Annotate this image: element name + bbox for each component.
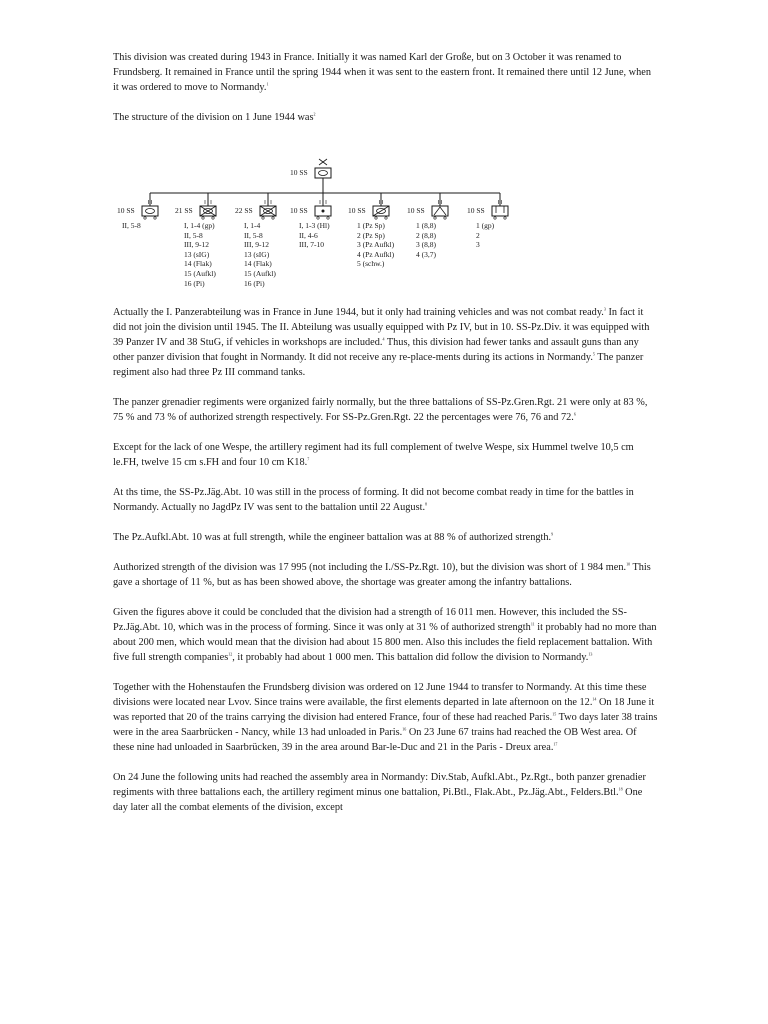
unit-label: 10 SS: [290, 206, 308, 215]
sub-unit-item: 16 (Pi): [184, 278, 205, 288]
body-text: [113, 305, 658, 815]
unit-label: 10 SS: [467, 206, 485, 215]
paragraph: Authorized strength of the division was 17 995 (not including the I./SS-Pz.Rgt. 10), but the division was short of 1 984 men.$^{10}$ This gave a shortage of 11 %, but as has been showed above, the shortage was greater among the infantry battalions.: [113, 561, 651, 588]
footnote-ref: 5: [592, 351, 595, 357]
flak-chevron-icon: [434, 207, 446, 215]
paragraph: The Pz.Aufkl.Abt. 10 was at full strength, while the engineer battalion was at 88 % of authorized strength.$^9$: [113, 531, 554, 543]
wheel-icon: [444, 217, 446, 219]
armor-oval-icon: [146, 209, 155, 214]
document-page: [113, 50, 658, 830]
sub-unit-item: 3 (Pz Aufkl): [357, 240, 395, 250]
unit-label: 10 SS: [348, 206, 366, 215]
unit-sub-list: [244, 221, 276, 288]
sub-unit-item: 2: [476, 230, 480, 240]
sub-unit-item: 16 (Pi): [244, 278, 265, 288]
org-chart: [113, 125, 658, 305]
wheel-icon: [317, 217, 319, 219]
paragraph: On 24 June the following units had reached the assembly area in Normandy: Div.Stab, Aufkl.Abt., Pz.Rgt., both panzer grenadier regiments with three battalions each, the artillery regiment minus one battalion, Pi.Btl., Flak.Abt., Pz.Jäg.Abt., Felders.Btl.$^{18}$ One day later all the combat elements of the division, except: [113, 772, 646, 813]
footnote-ref: 7: [307, 456, 310, 462]
sub-unit-item: 2 (8,8): [416, 230, 436, 240]
sub-unit-item: 1 (8,8): [416, 221, 436, 230]
wheel-icon: [434, 217, 436, 219]
unit-symbol: [142, 206, 158, 216]
footnote-ref: 4: [382, 336, 385, 342]
paragraph-structure: The structure of the division on 1 June 1944 was$^2$: [113, 111, 316, 123]
sub-unit-item: 1 (gp): [476, 221, 495, 230]
footnote-ref: 9: [551, 531, 554, 537]
sub-unit-item: 15 (Aufkl): [184, 268, 216, 278]
sub-unit-item: II, 5-8: [184, 230, 203, 240]
footnote-ref: 15: [552, 711, 557, 717]
wheel-icon: [212, 217, 214, 219]
unit-symbol: [492, 206, 508, 216]
artillery-dot-icon: [322, 210, 325, 213]
footnote-ref: 6: [573, 411, 576, 417]
footnote-ref: 14: [592, 696, 597, 702]
unit-sub-list: [184, 221, 216, 288]
wheel-icon: [202, 217, 204, 219]
sub-unit-item: 4 (Pz Aufkl): [357, 249, 395, 259]
sub-unit-item: 14 (Flak): [184, 259, 212, 269]
unit-sub-list: [416, 221, 436, 259]
sub-unit-item: I, 1-3 (Hl): [299, 221, 330, 230]
org-top-label: 10 SS: [290, 168, 308, 177]
sub-unit-item: 13 (sIG): [184, 249, 210, 259]
sub-unit-item: 13 (sIG): [244, 249, 270, 259]
paragraph-intro: This division was created during 1943 in France. Initially it was named Karl der Große, but on 3 October it was renamed to Frundsberg. It remained in France until the spring 1944 when it was sent to the eastern front. It remained there until 12 June, when it was ordered to move to Normandy.$^1$: [113, 52, 651, 93]
paragraph: Given the figures above it could be concluded that the division had a strength of 16 011 men. However, this included the SS-Pz.Jäg.Abt. 10, which was in the process of forming. Since it was only at 31 % of authorized strength$^{11}$ it probably had no more than about 200 men, which would mean that the division had about 15 800 men. Also this includes the field replacement battalion. With five full strength companies$^{12}$, it probably had about 1 000 men. This battalion did follow the division to Normandy.$^{13}$: [113, 607, 657, 663]
footnote-ref: 11: [530, 621, 535, 627]
wheel-icon: [385, 217, 387, 219]
wheel-icon: [272, 217, 274, 219]
sub-unit-item: 5 (schw.): [357, 259, 385, 269]
unit-sub-list: [476, 221, 494, 250]
division-hq-symbol: [315, 168, 331, 178]
footnote-ref: 1: [266, 81, 269, 87]
sub-unit-item: II, 5-8: [244, 230, 263, 240]
wheel-icon: [494, 217, 496, 219]
wheel-icon: [154, 217, 156, 219]
paragraph: At ths time, the SS-Pz.Jäg.Abt. 10 was still in the process of forming. It did not become combat ready in time for the battles in Normandy. Actually no JagdPz IV was sent to the battalion until 22 August.$^8$: [113, 487, 634, 513]
sub-unit-item: 14 (Flak): [244, 259, 272, 269]
unit-label: 10 SS: [117, 206, 135, 215]
unit-label: 10 SS: [407, 206, 425, 215]
sub-unit-item: 4 (3,7): [416, 249, 436, 259]
footnote-ref: 16: [402, 726, 407, 732]
footnote-ref: 8: [425, 501, 428, 507]
footnote-ref: 12: [228, 651, 233, 657]
armor-oval-icon: [319, 171, 328, 176]
sub-unit-item: II, 4-6: [299, 230, 318, 240]
wheel-icon: [144, 217, 146, 219]
paragraph: Except for the lack of one Wespe, the artillery regiment had its full complement of twelve Wespe, six Hummel twelve 10,5 cm le.FH, twelve 15 cm s.FH and four 10 cm K18.$^7$: [113, 442, 634, 468]
sub-unit-item: 3 (8,8): [416, 240, 436, 250]
footnote-ref: 13: [588, 651, 593, 657]
footnote-ref: 18: [618, 786, 623, 792]
wheel-icon: [375, 217, 377, 219]
sub-unit-item: 2 (Pz Sp): [357, 230, 385, 240]
unit-label: 21 SS: [175, 206, 193, 215]
paragraph: Together with the Hohenstaufen the Frundsberg division was ordered on 12 June 1944 to transfer to Normandy. At this time these divisions were located near Lvov. Since trains were available, the first elements departed in late afternoon on the 12.14 On 18 June it was reported that 20 of the trains carrying the division had entered France, four of these had reached Paris.$^{15}$ Two days later 38 trains were in the area Saarbrücken - Nancy, while 13 had unloaded in Paris.$^{16}$ On 23 June 67 trains had reached the OB West area. Of these nine had unloaded in Saarbrücken, 39 in the area around Bar-le-Duc and 21 in the Paris - Dreux area.$^{17}$: [113, 682, 658, 753]
sub-unit-item: 3: [476, 240, 480, 250]
wheel-icon: [504, 217, 506, 219]
sub-unit-item: II, 5-8: [122, 221, 141, 230]
wheel-icon: [262, 217, 264, 219]
sub-unit-item: 1 (Pz Sp): [357, 221, 385, 230]
sub-unit-item: I, 1-4 (gp): [184, 221, 215, 230]
paragraph: The panzer grenadier regiments were organized fairly normally, but the three battalions of SS-Pz.Gren.Rgt. 21 were only at 83 %, 75 % and 73 % of authorized strength respectively. For SS-Pz.Gren.Rgt. 22 the percentages were 76, 76 and 72.$^6$: [113, 397, 648, 423]
paragraph: Actually the I. Panzerabteilung was in France in June 1944, but it only had training vehicles and was not combat ready.$^3$ In fact it did not join the division until 1945. The II. Abteilung was usually equipped with Pz IV, but in 10. SS-Pz.Div. it was equipped with 39 Panzer IV and 38 StuG, if vehicles in workshops are included.$^4$ Thus, this division had fewer tanks and assault guns than any other panzer division that fought in Normandy. It did not receive any re-place-ments during its actions in Normandy.$^5$ The panzer regiment also had three Pz III command tanks.: [113, 306, 650, 378]
recon-slash-icon: [373, 206, 389, 216]
footnote-ref: 2: [313, 111, 316, 117]
unit-sub-list: [299, 221, 330, 250]
sub-unit-item: III, 7-10: [299, 240, 324, 250]
unit-sub-list: [357, 221, 394, 269]
footnote-ref: 17: [553, 741, 558, 747]
sub-unit-item: 15 (Aufkl): [244, 268, 276, 278]
unit-sub-list: [122, 221, 141, 231]
footnote-ref: 10: [626, 561, 631, 567]
footnote-ref: 3: [603, 306, 606, 312]
wheel-icon: [327, 217, 329, 219]
unit-label: 22 SS: [235, 206, 253, 215]
sub-unit-item: I, 1-4: [244, 221, 261, 230]
sub-unit-item: III, 9-12: [184, 240, 209, 250]
sub-unit-item: III, 9-12: [244, 240, 269, 250]
